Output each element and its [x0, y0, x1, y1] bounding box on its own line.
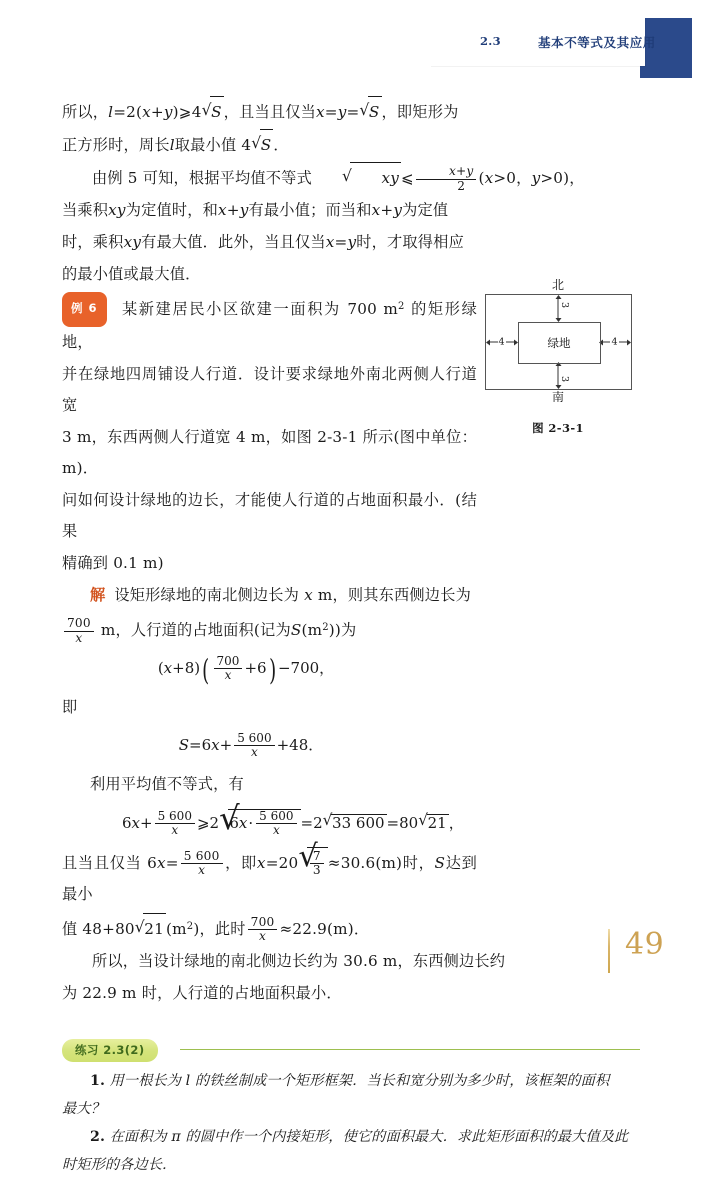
eq1-b: +8)	[172, 658, 201, 677]
cond-eq: =	[165, 853, 179, 872]
cond-g: (m	[166, 919, 187, 938]
p1-text-b: =2(	[113, 103, 143, 121]
cond-b: ，即	[224, 853, 257, 872]
p1-text-h: ．	[273, 136, 289, 154]
equation-area-expression	[62, 653, 640, 688]
exercise-1-number: 1.	[90, 1072, 106, 1089]
p1-text-a: 所以，	[62, 103, 109, 121]
sqrt-7-over-3: √ $\frac{7}{3}$	[298, 847, 327, 879]
solution-line-2	[62, 612, 477, 646]
solve-text-4: (m	[301, 620, 323, 639]
page-header	[0, 0, 702, 92]
example-6-line-5: 精确到 0.1 m)	[62, 553, 164, 572]
p2-var-x: x	[484, 169, 494, 187]
conclusion-line-2: 为 22.9 m 时，人行道的占地面积最小．	[62, 983, 342, 1002]
frac-5600-x-3: $\frac{5 600}{x}$	[181, 850, 223, 878]
dim-label-right: 4	[611, 336, 618, 348]
cond-h: )，此时	[193, 919, 246, 938]
p1-text-e: ，即矩形为	[381, 103, 459, 121]
ji-label: 即	[62, 697, 78, 716]
cond-c: =20	[265, 853, 299, 872]
paragraph-conclusion-prev-2	[62, 129, 640, 161]
eq2-plus: +	[219, 735, 233, 754]
example-6-line-4: 问如何设计绿地的边长，才能使人行道的占地面积最小．(结果	[62, 490, 477, 540]
solve-superscript: 2	[322, 621, 329, 633]
p1-eq1: =	[324, 103, 338, 121]
eq3-plus: +	[140, 813, 153, 832]
frac-700-x-3: $\frac{700}{x}$	[248, 916, 278, 944]
exercise-item-1-line-2: 最大？	[62, 1100, 105, 1117]
p2-xpy-1: x+y	[218, 201, 249, 219]
example-badge: 例 6	[62, 292, 107, 327]
example-superscript: 2	[398, 301, 405, 312]
p1-var-x: x	[142, 103, 151, 121]
condition-line-1	[62, 847, 477, 910]
solution-line-1	[62, 580, 477, 611]
exercise-header-rule	[180, 1049, 640, 1051]
exercise-2-number: 2.	[90, 1128, 106, 1145]
p2-text-h: 有最大值．此外，当且仅当	[141, 233, 326, 251]
eq2-eq: =6	[189, 735, 212, 754]
p2-xpy-2: x+y	[371, 201, 403, 219]
paragraph-mean-inequality-4	[62, 259, 640, 290]
p2-text-d: 为定值时，和	[125, 201, 219, 219]
cond-x2: x	[256, 853, 266, 872]
figure-south-label: 南	[551, 390, 564, 404]
paragraph-conclusion-prev	[62, 96, 640, 128]
p1-op-plus: +	[150, 103, 164, 121]
exercise-pill-label: 练习 2.3(2)	[62, 1039, 158, 1062]
dim-label-top: 3	[559, 302, 570, 309]
eq3-x1: x	[131, 813, 141, 832]
sqrt-33600: √ 33 600	[323, 814, 387, 832]
figure-inner-label: 绿地	[547, 336, 571, 350]
sqrt-21-1: √ 21	[418, 814, 448, 832]
eq1-c: +6	[244, 658, 267, 677]
p2-text-c: 当乘积	[62, 201, 109, 219]
figure-caption: 图 2-3-1	[532, 421, 584, 435]
right-paren-icon: )	[268, 653, 276, 688]
p2-xy-2: xy	[123, 233, 142, 251]
equation-S-formula	[62, 732, 640, 760]
header-section-title: 基本不等式及其应用	[538, 35, 656, 50]
solve-var-x: x	[304, 585, 313, 604]
p2-xey: x=y	[325, 233, 357, 251]
sqrt-product: √ 6x· $\frac{5 600}{x}$	[219, 809, 300, 838]
example-text-2: 的矩形绿地，	[62, 300, 477, 351]
p1-text-d: ，且当且仅当	[223, 103, 316, 121]
frac-700-x-1: $\frac{700}{x}$	[64, 617, 94, 645]
eq1-x: x	[163, 658, 173, 677]
sqrt-xy: √ xy	[312, 162, 401, 194]
exercise-item-2-line-1	[62, 1123, 640, 1151]
exercise-item-2-line-2: 时矩形的各边长．	[62, 1156, 177, 1173]
cond-e: 达到最小	[62, 853, 477, 903]
p1-var-y: y	[163, 103, 173, 121]
eq2-tail: +48．	[276, 735, 324, 754]
eq3-end: ，	[448, 813, 464, 832]
figure-north-label: 北	[551, 278, 564, 292]
p2-text-b: (	[478, 169, 485, 187]
solve-text-5: ))为	[328, 620, 357, 639]
p2-gt1: >0，	[493, 169, 532, 187]
cond-superscript: 2	[186, 920, 194, 932]
p1-eq2: =	[346, 103, 360, 121]
p2-le: ⩽	[401, 169, 414, 187]
eq3-a: 6	[122, 813, 132, 832]
frac-5600-x-1: $\frac{5 600}{x}$	[234, 732, 274, 760]
eq2-x: x	[211, 735, 220, 754]
p1-text-f: 正方形时，周长	[62, 136, 170, 154]
p2-var-y: y	[531, 169, 541, 187]
p1-var-y2: y	[337, 103, 347, 121]
example-6-line-3: 3 m，东西两侧人行道宽 4 m，如图 2-3-1 所示(图中单位：m)．	[62, 427, 477, 477]
sqrt-S-1: √ S	[202, 96, 224, 128]
paragraph-mean-inequality-2	[62, 195, 640, 226]
eq3-eq2: =80	[386, 813, 419, 832]
page-number: 49	[625, 927, 665, 962]
paragraph-mean-inequality-3	[62, 227, 640, 258]
p2-xy-1: xy	[108, 201, 126, 219]
p1-text-c: )⩾4	[172, 103, 202, 121]
p2-text-j: 的最小值或最大值．	[62, 265, 201, 283]
solve-text-1: 设矩形绿地的南北侧边长为	[114, 585, 300, 604]
conclusion-line-1: 所以，当设计绿地的南北侧边长约为 30.6 m，东西侧边长约	[92, 951, 506, 970]
cond-j: ≈22.9(m)．	[279, 919, 370, 938]
p1-var-x2: x	[316, 103, 325, 121]
exercise-item-1-line-1	[62, 1067, 640, 1095]
cond-x1: x	[157, 853, 166, 872]
page-content	[62, 96, 640, 1179]
example-6-first-line	[62, 291, 477, 358]
eq3-eq: =2	[300, 813, 323, 832]
frac-5600-x-2: $\frac{5 600}{x}$	[155, 810, 195, 838]
p2-text-e: 有最小值；而当和	[248, 201, 372, 219]
sqrt-S-2: √ S	[359, 96, 381, 128]
p2-text-a: 由例 5 可知，根据平均值不等式	[92, 169, 312, 187]
p2-text-g: 时，乘积	[62, 233, 124, 251]
paragraph-mean-inequality	[62, 162, 640, 194]
frac-xplusy-2: $\frac{x+y}{2}$	[416, 165, 477, 193]
p2-text-i: 时，才取得相应	[356, 233, 464, 251]
cond-a: 且当且仅当 6	[62, 853, 158, 872]
sqrt-S-3: √ S	[251, 129, 273, 161]
eq3-ge: ⩾2	[196, 813, 220, 832]
p1-text-g: 取最小值 4	[174, 136, 252, 154]
frac-700-x-2: $\frac{700}{x}$	[214, 655, 243, 683]
eq1-a: (	[157, 658, 164, 677]
example-6-line-2: 并在绿地四周铺设人行道．设计要求绿地外南北两侧人行道宽	[62, 364, 477, 414]
p2-gt2: >0)，	[540, 169, 585, 187]
cond-d: ≈30.6(m)时，	[327, 853, 435, 872]
solve-text-3: m，人行道的占地面积(记为	[100, 620, 291, 639]
dim-label-left: 4	[498, 336, 505, 348]
cond-S: S	[434, 853, 446, 872]
exercise-1-text: 用一根长为 l 的铁丝制成一个矩形框架．当长和宽分别为多少时，该框架的面积	[105, 1072, 610, 1089]
page-number-rule	[608, 929, 610, 973]
solve-var-S: S	[290, 620, 302, 639]
p2-text-f: 为定值	[402, 201, 449, 219]
header-section-number: 2.3	[480, 34, 501, 48]
equation-mean-inequality-application	[62, 809, 640, 838]
example-text-1: 某新建居民小区欲建一面积为 700 m	[120, 300, 399, 319]
eq1-d: −700，	[277, 658, 335, 677]
use-mean-inequality-line: 利用平均值不等式，有	[90, 774, 244, 793]
solution-label: 解	[90, 585, 106, 604]
eq2-S: S	[178, 735, 190, 754]
p1-var-l: l	[108, 103, 114, 121]
left-paren-icon: (	[202, 653, 210, 688]
exercise-2-text: 在面积为 π 的圆中作一个内接矩形，使它的面积最大．求此矩形面积的最大值及此	[105, 1128, 629, 1145]
p1-var-l2: l	[169, 136, 175, 154]
exercise-section-header	[62, 1039, 640, 1061]
cond-f: 值 48+80	[62, 919, 135, 938]
sqrt-21-2: √ 21	[135, 913, 166, 945]
solve-text-2: m，则其东西侧边长为	[317, 585, 471, 604]
dim-label-bottom: 3	[559, 375, 570, 382]
page-footer	[0, 920, 702, 977]
